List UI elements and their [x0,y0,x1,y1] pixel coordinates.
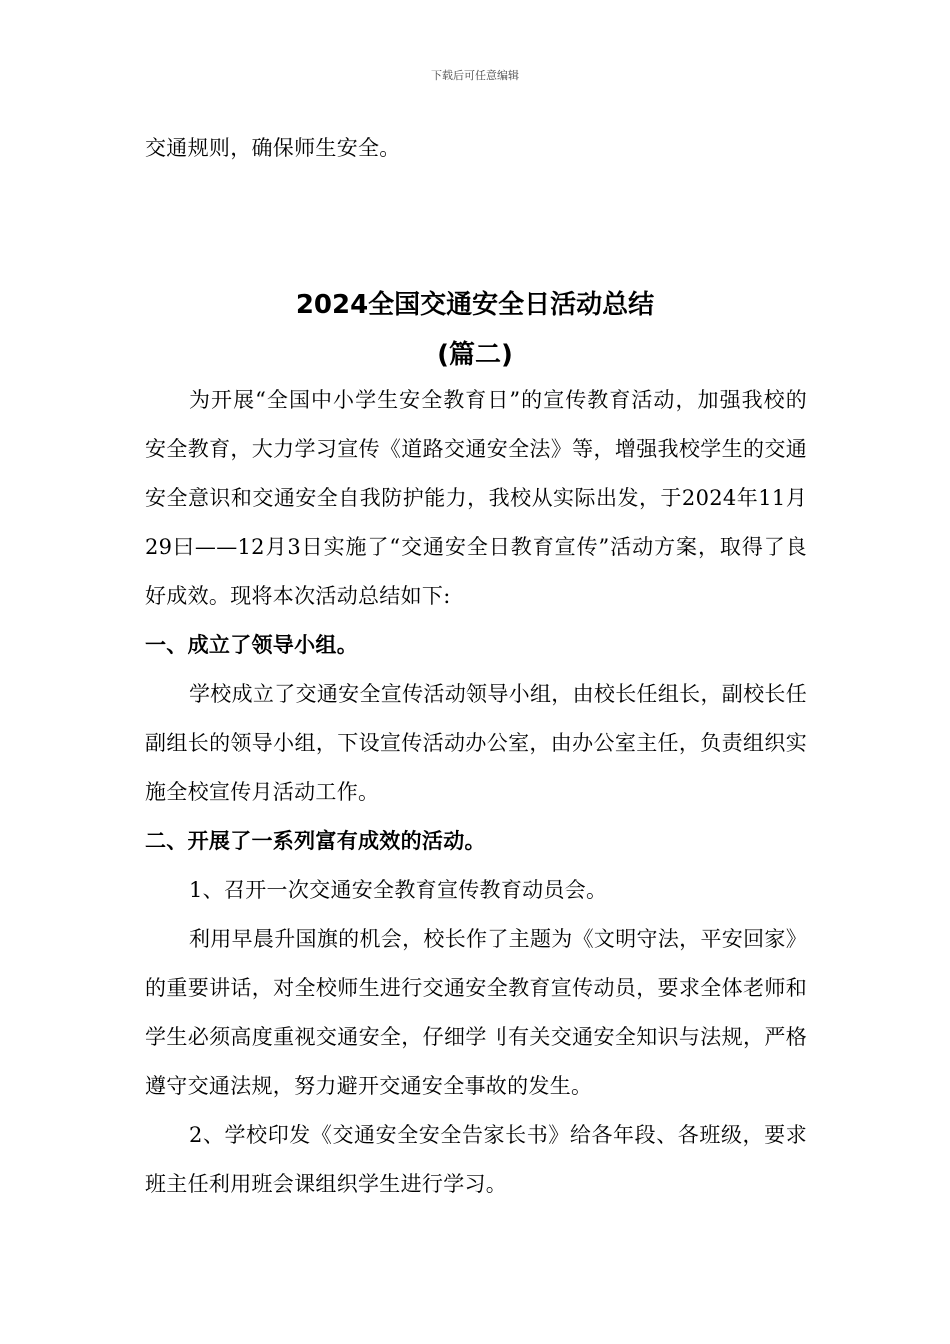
paragraph-intro: 为开展“全国中小学生安全教育日”的宣传教育活动，加强我校的安全教育，大力学习宣传《道路交通安全法》等，增强我校学生的交通安全意识和交通安全自我防护能力，我校从实际出发，于2024年11月29曰——12月3日实施了“交通安全日教育宣传”活动方案，取得了良好成效。现将本次活动总结如下: [145,388,807,608]
section-heading-2: 二、开展了一系列富有成效的活动。 [145,829,486,853]
paragraph-leadership: 学校成立了交通安全宣传活动领导小组，由校长任组长，副校长任副组长的领导小组，下设宣传活动办公室，由办公室主任，负责组织实施全校宣传月活动工作。 [145,682,807,804]
continuation-text: 交通规则，确保师生安全。 [145,136,401,160]
paragraph-item-2: 2、学校印发《交通安全安全告家长书》给各年段、各班级，要求班主任利用班会课组织学生进行学习。 [145,1123,807,1196]
document-body [145,376,807,1209]
document-title: 2024全国交通安全日活动总结 [295,290,655,320]
paragraph-speech: 利用早晨升国旗的机会，校长作了主题为《文明守法，平安回家》的重要讲话，对全校师生进行交通安全教育宣传动员，要求全体老师和学生必须高度重视交通安全，仔细学刂有关交通安全知识与法规，严格遵守交通法规，努力避开交通安全事故的发生。 [145,927,807,1098]
document-subtitle: (篇二) [437,340,513,370]
section-heading-1: 一、成立了领导小组。 [145,633,358,657]
page-header: 下载后可任意编辑 [431,69,519,82]
paragraph-item-1: 1、召开一次交通安全教育宣传教育动员会。 [189,878,608,902]
